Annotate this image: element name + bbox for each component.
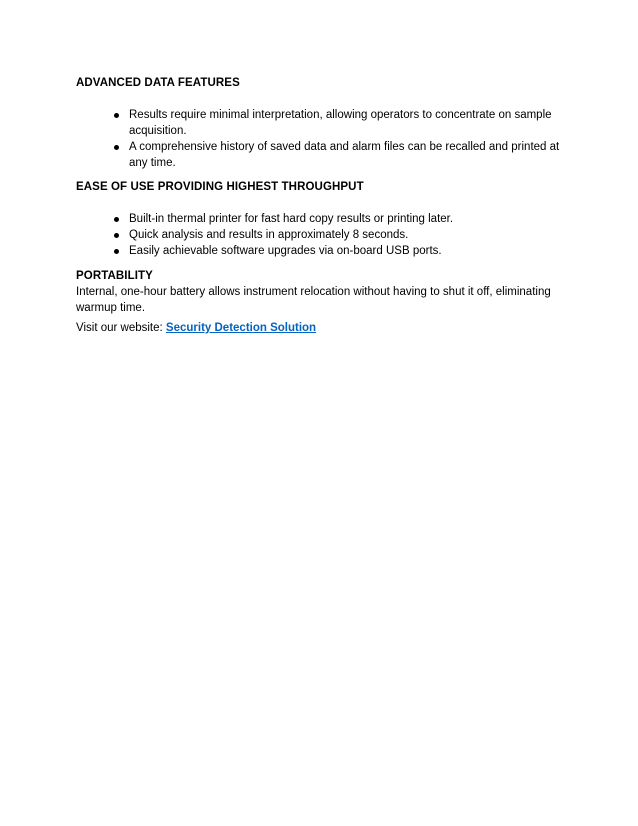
list-item	[76, 139, 566, 171]
bullet-icon	[114, 145, 119, 150]
list-item	[76, 227, 566, 243]
list-item-text: A comprehensive history of saved data and alarm files can be recalled and printed at any time.	[129, 141, 560, 169]
list-item-text: Easily achievable software upgrades via on-board USB ports.	[129, 245, 442, 257]
portability-heading: PORTABILITY	[76, 270, 153, 282]
bullet-icon	[114, 113, 119, 118]
portability-text: Internal, one-hour battery allows instrument relocation without having to shut it off, eliminating warmup time.	[76, 286, 551, 314]
list-item-text: Quick analysis and results in approximately 8 seconds.	[129, 229, 409, 241]
advanced-features-list	[76, 107, 566, 171]
list-item	[76, 211, 566, 227]
bullet-icon	[114, 249, 119, 254]
list-item-text: Built-in thermal printer for fast hard copy results or printing later.	[129, 213, 454, 225]
list-item	[76, 243, 566, 259]
list-item	[76, 107, 566, 139]
list-item-text: Results require minimal interpretation, allowing operators to concentrate on sample acquisition.	[129, 109, 552, 137]
advanced-data-features-heading: ADVANCED DATA FEATURES	[76, 77, 240, 89]
bullet-icon	[114, 217, 119, 222]
website-prefix: Visit our website:	[76, 322, 166, 334]
website-line	[76, 320, 556, 336]
website-link[interactable]: Security Detection Solution	[165, 322, 317, 334]
ease-of-use-heading: EASE OF USE PROVIDING HIGHEST THROUGHPUT	[76, 181, 364, 193]
ease-of-use-list	[76, 211, 566, 259]
bullet-icon	[114, 233, 119, 238]
